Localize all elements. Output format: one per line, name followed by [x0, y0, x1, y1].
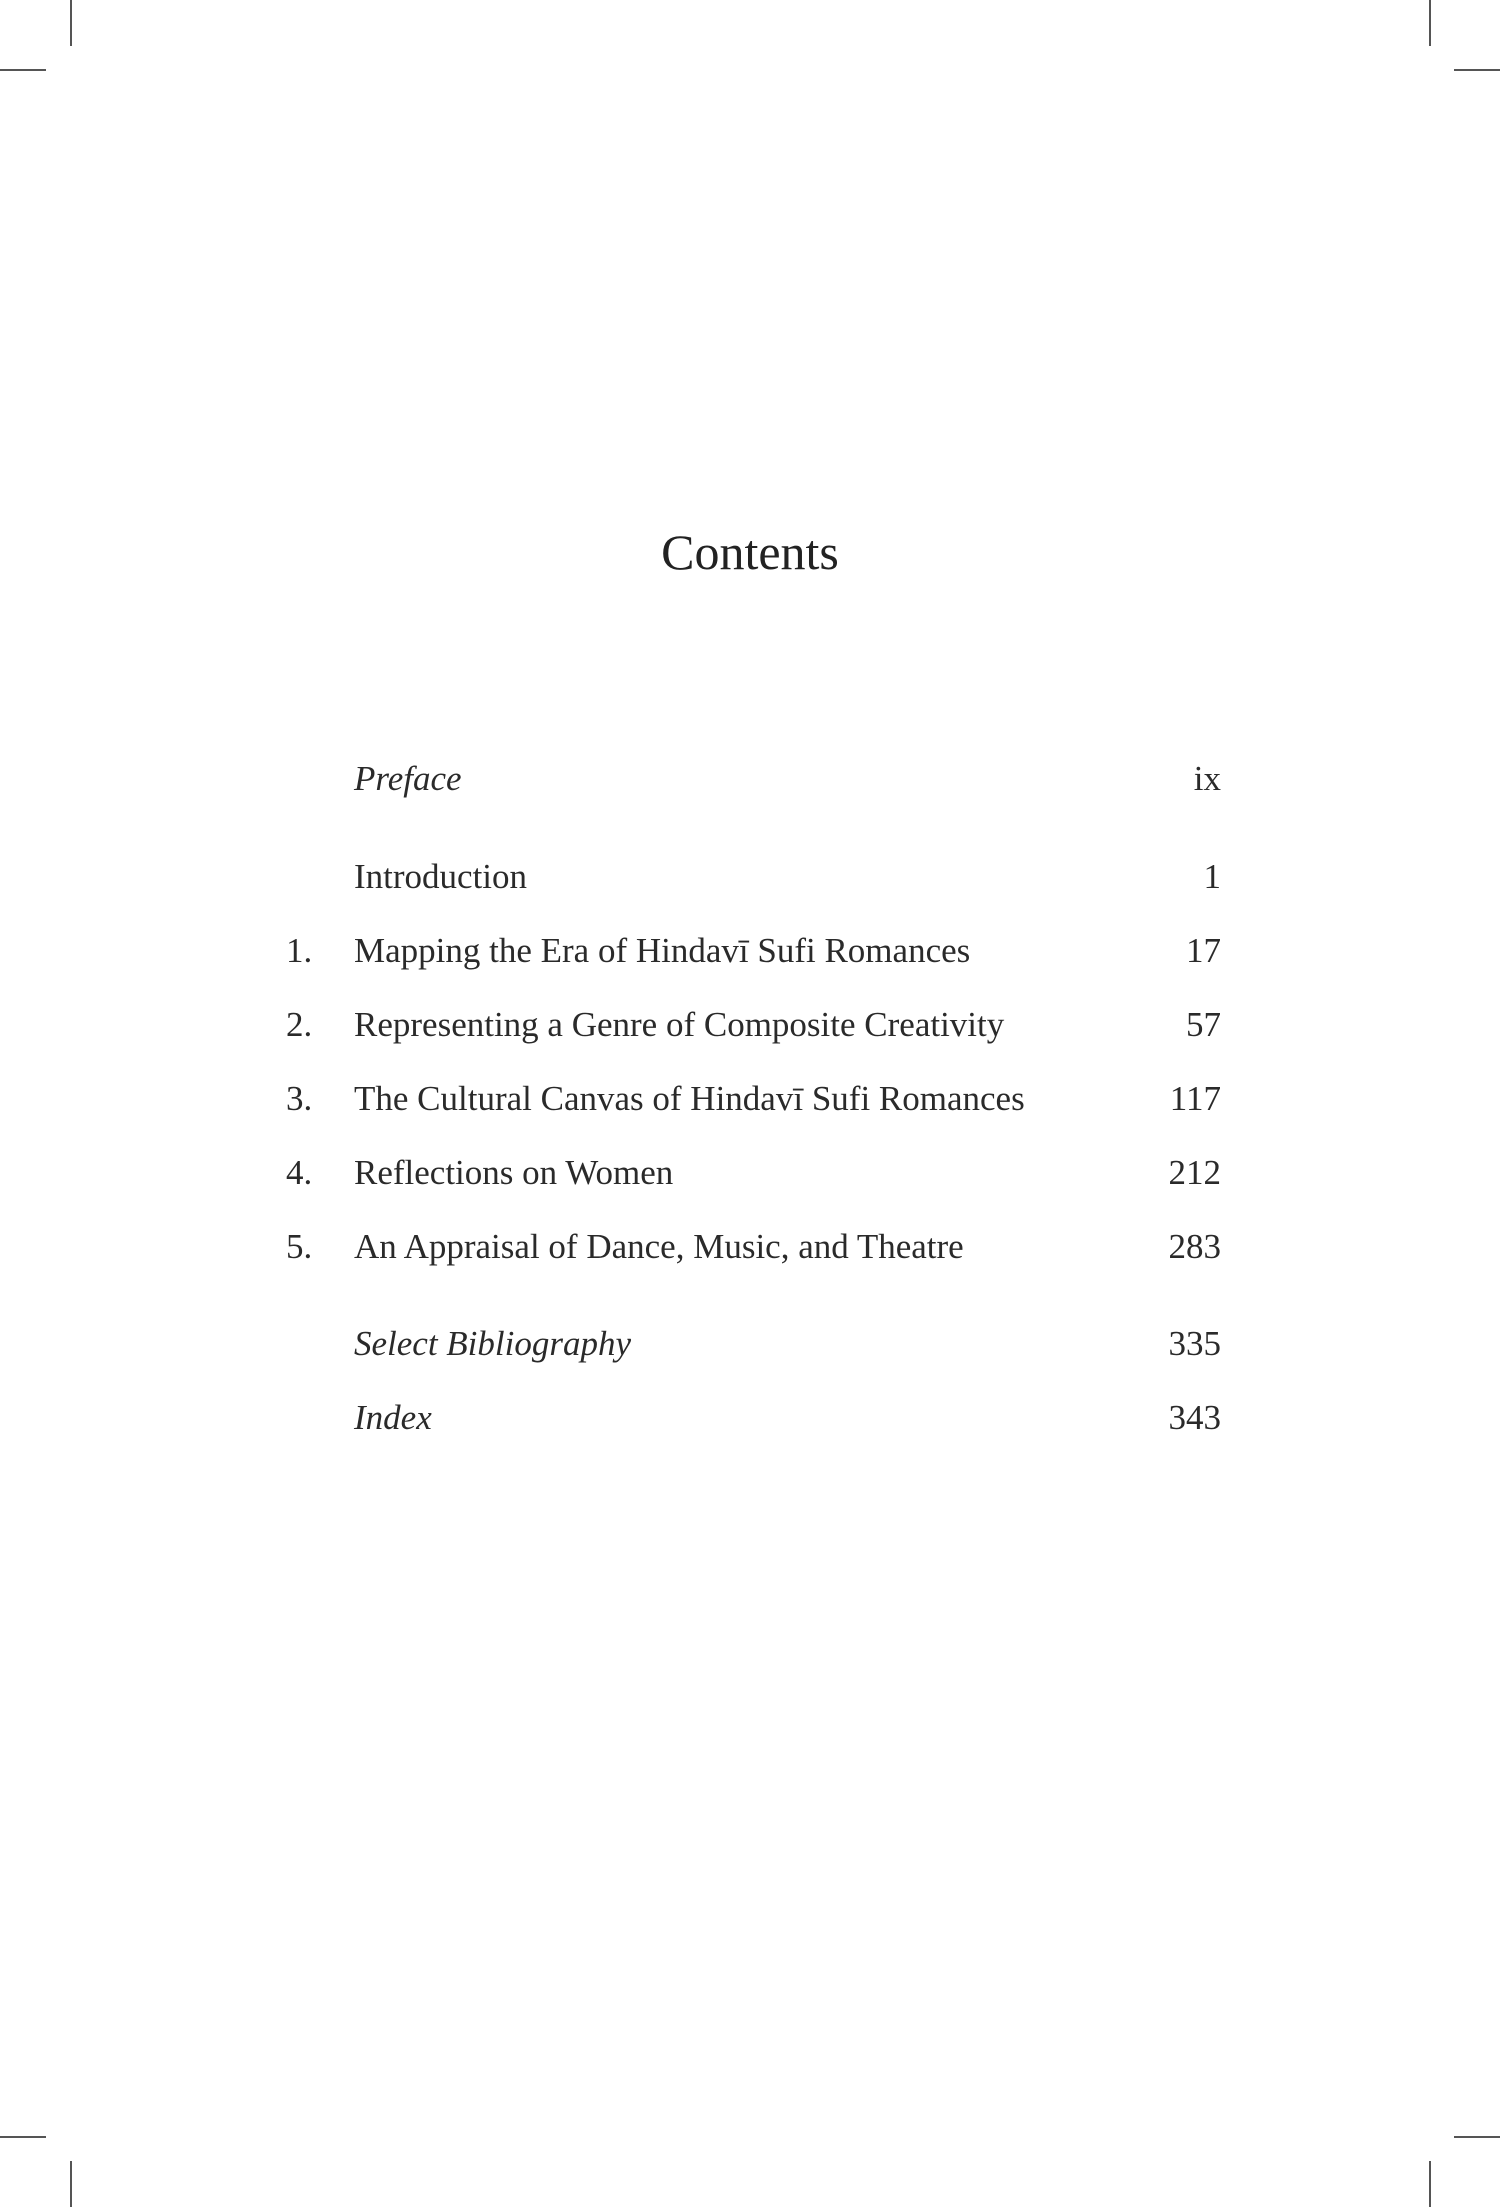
toc-entry-title: An Appraisal of Dance, Music, and Theatre	[354, 1227, 964, 1266]
toc-entry-title: Reflections on Women	[354, 1153, 674, 1192]
toc-entry-chapter-1[interactable]	[0, 926, 1500, 976]
toc-entry-page: 212	[1168, 1153, 1221, 1192]
toc-entry-index[interactable]	[0, 1393, 1500, 1443]
toc-entry-title: The Cultural Canvas of Hindavī Sufi Romances	[354, 1079, 1025, 1118]
crop-mark-bottom-right-vertical	[1429, 2161, 1431, 2207]
toc-entry-page: 117	[1169, 1079, 1221, 1118]
crop-mark-top-left-vertical	[70, 0, 72, 46]
toc-entry-chapter-2[interactable]	[0, 1000, 1500, 1050]
toc-entry-page: ix	[1193, 759, 1221, 798]
toc-entry-select-bibliography[interactable]	[0, 1319, 1500, 1369]
toc-entry-chapter-3[interactable]	[0, 1074, 1500, 1124]
toc-entry-preface[interactable]	[0, 754, 1500, 804]
crop-mark-top-right-vertical	[1429, 0, 1431, 46]
toc-entry-number: 2.	[286, 1005, 313, 1044]
crop-mark-top-left-horizontal	[0, 69, 46, 71]
toc-entry-title: Index	[354, 1398, 432, 1437]
toc-entry-chapter-4[interactable]	[0, 1148, 1500, 1198]
toc-entry-title: Preface	[354, 759, 462, 798]
toc-entry-title: Introduction	[354, 857, 528, 896]
toc-entry-page: 1	[1203, 857, 1221, 896]
page-title: Contents	[661, 524, 839, 580]
crop-mark-top-right-horizontal	[1454, 69, 1500, 71]
toc-entry-number: 3.	[286, 1079, 313, 1118]
toc-entry-page: 335	[1168, 1324, 1221, 1363]
toc-entry-page: 57	[1186, 1005, 1221, 1044]
toc-entry-page: 343	[1168, 1398, 1221, 1437]
toc-entry-introduction[interactable]	[0, 852, 1500, 902]
toc-entry-number: 5.	[286, 1227, 313, 1266]
toc-entry-page: 17	[1186, 931, 1221, 970]
toc-entry-page: 283	[1168, 1227, 1221, 1266]
toc-entry-title: Mapping the Era of Hindavī Sufi Romances	[354, 931, 971, 970]
toc-entry-number: 4.	[286, 1153, 313, 1192]
crop-mark-bottom-left-horizontal	[0, 2136, 46, 2138]
toc-entry-chapter-5[interactable]	[0, 1222, 1500, 1272]
crop-mark-bottom-right-horizontal	[1454, 2136, 1500, 2138]
toc-entry-title: Select Bibliography	[354, 1324, 632, 1363]
crop-mark-bottom-left-vertical	[70, 2161, 72, 2207]
toc-entry-title: Representing a Genre of Composite Creativity	[354, 1005, 1005, 1044]
toc-entry-number: 1.	[286, 931, 313, 970]
